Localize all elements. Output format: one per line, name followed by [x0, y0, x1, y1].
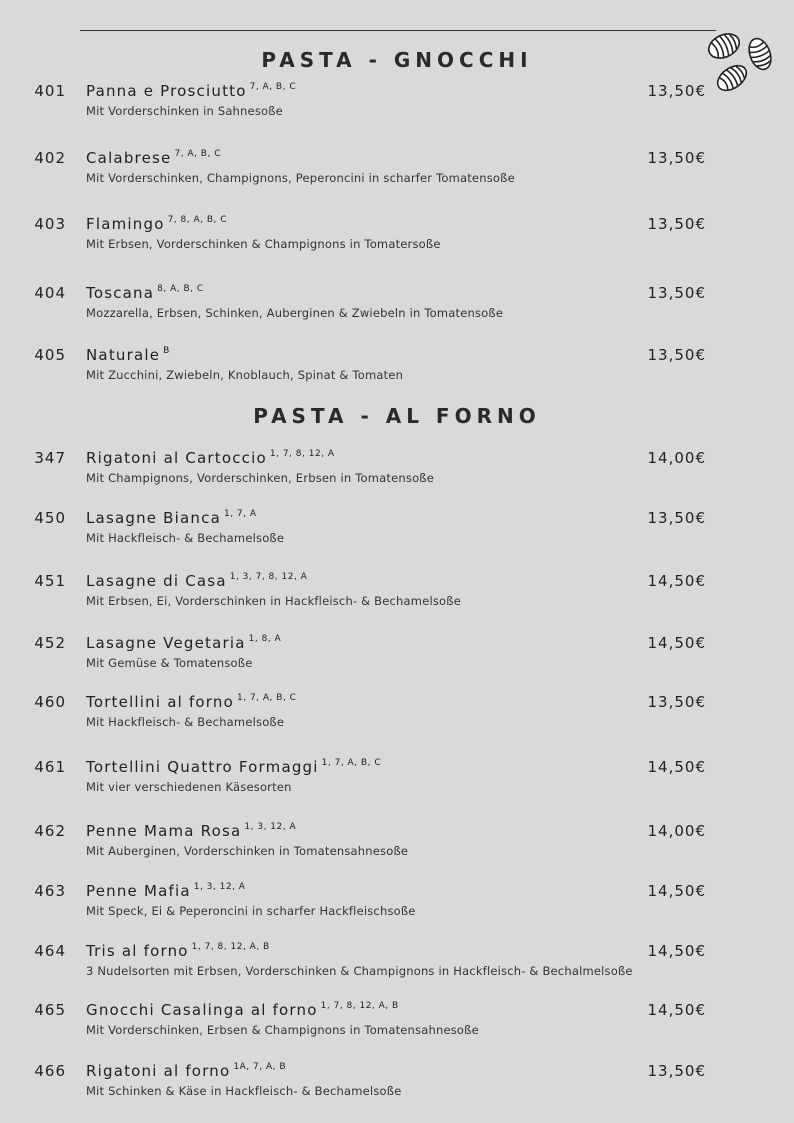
allergen-codes: 1A, 7, A, B [233, 1062, 286, 1072]
allergen-codes: 1, 8, A [248, 634, 282, 644]
item-description: Mit Vorderschinken in Sahnesoße [86, 104, 283, 118]
item-number: 403 [34, 215, 66, 233]
menu-item [0, 509, 794, 549]
menu-item [0, 882, 794, 922]
item-price: 14,50€ [647, 942, 706, 960]
item-number: 463 [34, 882, 66, 900]
item-description: Mit Champignons, Vorderschinken, Erbsen in Tomatensoße [86, 471, 435, 485]
menu-item [0, 572, 794, 612]
item-name: Rigatoni al Cartoccio $^{1, 7, 8, 12, A}$ [86, 449, 335, 467]
item-name: Toscana $^{8, A, B, C}$ [86, 284, 204, 302]
allergen-codes: 1, 7, 8, 12, A, B [191, 942, 270, 952]
top-divider [80, 30, 716, 31]
allergen-codes: B [163, 346, 170, 356]
allergen-codes: 1, 3, 12, A [193, 882, 246, 892]
item-description: Mit Speck, Ei & Peperoncini in scharfer Hackfleischsoße [86, 904, 416, 918]
item-number: 401 [34, 82, 66, 100]
item-name: Tortellini al forno $^{1, 7, A, B, C}$ [86, 693, 297, 711]
allergen-codes: 1, 7, A [223, 509, 257, 519]
menu-item [0, 822, 794, 862]
item-price: 14,50€ [647, 882, 706, 900]
allergen-codes: 1, 7, A, B, C [237, 693, 297, 703]
item-price: 14,00€ [647, 822, 706, 840]
menu-item [0, 1062, 794, 1102]
item-name: Penne Mama Rosa $^{1, 3, 12, A}$ [86, 822, 297, 840]
item-price: 13,50€ [647, 215, 706, 233]
item-name: Lasagne Bianca $^{1, 7, A}$ [86, 509, 257, 527]
item-description: Mit Auberginen, Vorderschinken in Tomatensahnesoße [86, 844, 409, 858]
item-name: Lasagne di Casa $^{1, 3, 7, 8, 12, A}$ [86, 572, 308, 590]
item-number: 452 [34, 634, 66, 652]
item-number: 451 [34, 572, 66, 590]
section-title-gnocchi: PASTA - GNOCCHI [261, 48, 533, 72]
menu-item [0, 346, 794, 386]
item-name: Calabrese $^{7, A, B, C}$ [86, 149, 221, 167]
allergen-codes: 1, 7, 8, 12, A [269, 449, 335, 459]
menu-item [0, 82, 794, 122]
item-description: Mit Zucchini, Zwiebeln, Knoblauch, Spinat & Tomaten [86, 368, 404, 382]
allergen-codes: 7, 8, A, B, C [167, 215, 228, 225]
item-description: Mit Hackfleisch- & Bechamelsoße [86, 715, 285, 729]
item-description: Mit Erbsen, Vorderschinken & Champignons in Tomatersoße [86, 237, 441, 251]
item-price: 13,50€ [647, 346, 706, 364]
item-number: 462 [34, 822, 66, 840]
item-price: 14,50€ [647, 572, 706, 590]
allergen-codes: 1, 7, 8, 12, A, B [320, 1001, 399, 1011]
item-number: 465 [34, 1001, 66, 1019]
item-price: 14,00€ [647, 449, 706, 467]
item-description: Mit Vorderschinken, Erbsen & Champignons in Tomatensahnesoße [86, 1023, 479, 1037]
item-number: 450 [34, 509, 66, 527]
item-number: 466 [34, 1062, 66, 1080]
item-price: 14,50€ [647, 1001, 706, 1019]
allergen-codes: 7, A, B, C [174, 149, 221, 159]
item-number: 405 [34, 346, 66, 364]
item-name: Tortellini Quattro Formaggi $^{1, 7, A, B, C}$ [86, 758, 382, 776]
menu-item [0, 449, 794, 489]
item-number: 461 [34, 758, 66, 776]
allergen-codes: 1, 3, 12, A [244, 822, 297, 832]
item-description: Mozzarella, Erbsen, Schinken, Auberginen & Zwiebeln in Tomatensoße [86, 306, 504, 320]
item-name: Rigatoni al forno $^{1A, 7, A, B}$ [86, 1062, 286, 1080]
menu-item [0, 1001, 794, 1041]
item-price: 13,50€ [647, 509, 706, 527]
menu-item [0, 942, 794, 982]
item-name: Lasagne Vegetaria $^{1, 8, A}$ [86, 634, 282, 652]
menu-item [0, 215, 794, 255]
menu-item [0, 634, 794, 674]
item-price: 13,50€ [647, 149, 706, 167]
item-number: 347 [34, 449, 66, 467]
menu-item [0, 758, 794, 798]
item-price: 14,50€ [647, 758, 706, 776]
item-description: Mit Hackfleisch- & Bechamelsoße [86, 531, 285, 545]
allergen-codes: 1, 7, A, B, C [321, 758, 382, 768]
item-number: 404 [34, 284, 66, 302]
item-name: Flamingo $^{7, 8, A, B, C}$ [86, 215, 228, 233]
item-name: Penne Mafia $^{1, 3, 12, A}$ [86, 882, 246, 900]
allergen-codes: 1, 3, 7, 8, 12, A [229, 572, 308, 582]
item-number: 464 [34, 942, 66, 960]
item-description: Mit Schinken & Käse in Hackfleisch- & Bechamelsoße [86, 1084, 402, 1098]
item-number: 402 [34, 149, 66, 167]
item-name: Naturale $^B$ [86, 346, 170, 364]
item-name: Panna e Prosciutto $^{7, A, B, C}$ [86, 82, 297, 100]
item-price: 14,50€ [647, 634, 706, 652]
item-name: Tris al forno $^{1, 7, 8, 12, A, B}$ [86, 942, 270, 960]
item-price: 13,50€ [647, 693, 706, 711]
allergen-codes: 7, A, B, C [249, 82, 297, 92]
item-price: 13,50€ [647, 284, 706, 302]
menu-item [0, 149, 794, 189]
item-price: 13,50€ [647, 1062, 706, 1080]
item-name: Gnocchi Casalinga al forno $^{1, 7, 8, 12, A, B}$ [86, 1001, 399, 1019]
item-description: Mit Erbsen, Ei, Vorderschinken in Hackfleisch- & Bechamelsoße [86, 594, 462, 608]
item-number: 460 [34, 693, 66, 711]
menu-item [0, 284, 794, 324]
section-title-al-forno: PASTA - AL FORNO [253, 404, 541, 428]
item-description: Mit vier verschiedenen Käsesorten [86, 780, 292, 794]
item-description: Mit Gemüse & Tomatensoße [86, 656, 253, 670]
allergen-codes: 8, A, B, C [157, 284, 204, 294]
item-description: Mit Vorderschinken, Champignons, Peperoncini in scharfer Tomatensoße [86, 171, 515, 185]
menu-item [0, 693, 794, 733]
item-description: 3 Nudelsorten mit Erbsen, Vorderschinken & Champignons in Hackfleisch- & Bechalmelsoße [86, 964, 633, 978]
item-price: 13,50€ [647, 82, 706, 100]
